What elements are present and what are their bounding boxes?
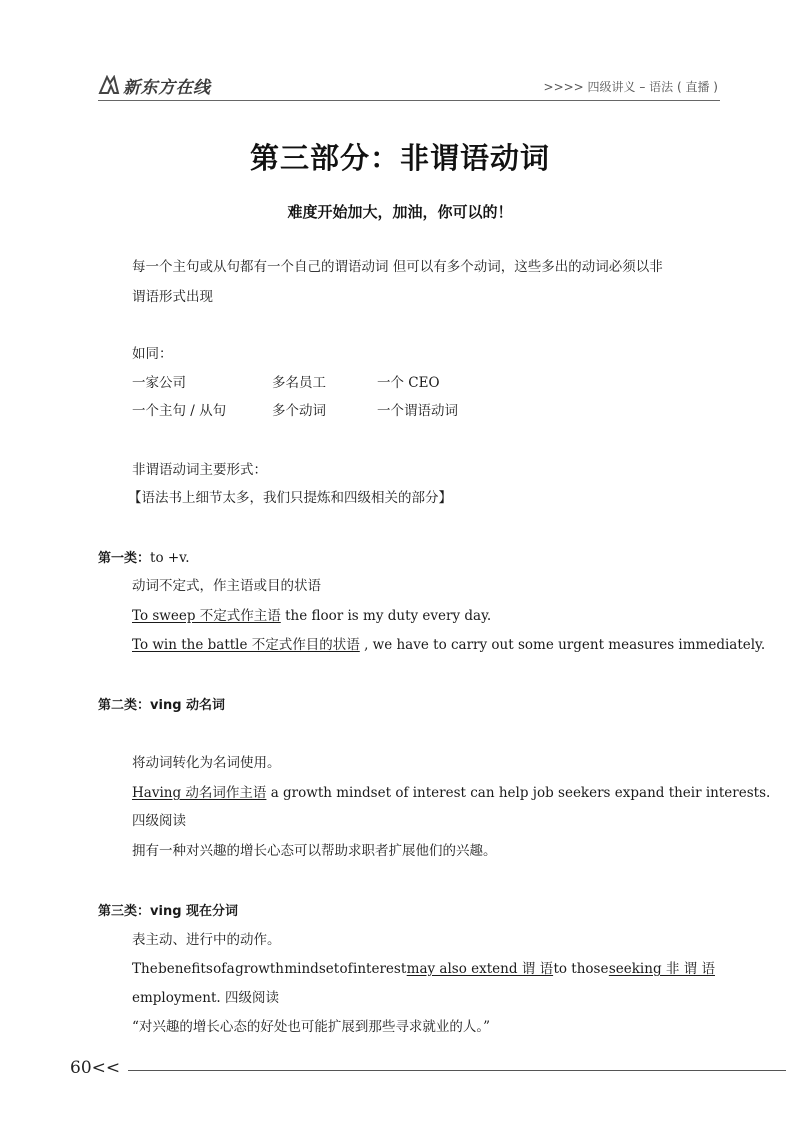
section-1-example-2 (132, 635, 765, 655)
section-2-source: 四级阅读 (132, 813, 186, 829)
example-word: of (213, 961, 227, 977)
example-cell: 一个主句 / 从句 (132, 403, 227, 419)
underlined-phrase: To win the battle 不定式作目的状语 (132, 637, 360, 653)
page-footer (70, 1058, 720, 1082)
example-rest: a growth mindset of interest can help job seekers expand their interests. (266, 785, 771, 801)
example-cell: 一个谓语动词 (377, 403, 458, 419)
section-2-heading (98, 695, 225, 716)
example-cell: 一家公司 (132, 375, 186, 391)
page-header (98, 70, 720, 104)
forms-note: 【语法书上细节太多，我们只提炼和四级相关的部分】 (128, 490, 452, 506)
section-2-example (132, 783, 770, 803)
underlined-phrase: seeking 非 谓 语 (608, 961, 715, 977)
section-heading-label: 第三类： (98, 904, 151, 919)
example-word: growth (235, 961, 284, 977)
example-rest: , we have to carry out some urgent measures immediately. (359, 637, 766, 653)
section-3-example-line-1 (132, 959, 715, 979)
example-cell: 多个动词 (272, 403, 326, 419)
section-1-example-1 (132, 606, 491, 626)
example-word: a (226, 961, 235, 977)
section-1-desc: 动词不定式，作主语或目的状语 (132, 578, 321, 594)
section-heading-label: 第二类： (98, 698, 151, 713)
underlined-phrase: may also extend 谓 语 (406, 961, 554, 977)
footer-divider (128, 1070, 786, 1071)
section-1-heading (98, 548, 190, 569)
example-word: of (339, 961, 353, 977)
intro-line-2: 谓语形式出现 (132, 289, 213, 305)
example-word: The (132, 961, 158, 977)
logo-text: 新东方在线 (123, 77, 211, 98)
section-heading-tail: ving 现在分词 (150, 904, 239, 919)
page-subtitle: 难度开始加大，加油，你可以的！ (287, 203, 513, 221)
intro-line-1: 每一个主句或从句都有一个自己的谓语动词 但可以有多个动词，这些多出的动词必须以非 (132, 259, 663, 275)
section-2-desc: 将动词转化为名词使用。 (132, 755, 281, 771)
example-word: interest (353, 961, 407, 977)
section-heading-tail: ving 动名词 (150, 698, 226, 713)
example-word: to those (553, 961, 609, 977)
example-word: mindset (284, 961, 340, 977)
page-number: 60<< (70, 1058, 121, 1078)
header-breadcrumb: >>>> 四级讲义 – 语法 ( 直播 ) (543, 80, 718, 94)
section-3-translation: “对兴趣的增长心态的好处也可能扩展到那些寻求就业的人。” (132, 1019, 491, 1035)
section-3-heading (98, 901, 238, 922)
section-2-translation: 拥有一种对兴趣的增长心态可以帮助求职者扩展他们的兴趣。 (132, 843, 497, 859)
example-rest: the floor is my duty every day. (280, 608, 492, 624)
section-heading-tail: to +v. (150, 550, 190, 566)
example-word: benefits (158, 961, 213, 977)
section-heading-label: 第一类： (98, 551, 151, 566)
example-label: 如同： (132, 346, 173, 362)
header-divider (98, 100, 720, 101)
page-title: 第三部分：非谓语动词 (249, 141, 550, 175)
forms-label: 非谓语动词主要形式： (132, 462, 267, 478)
example-cell: 多名员工 (272, 375, 326, 391)
section-3-example-line-2: employment. 四级阅读 (132, 990, 279, 1006)
logo (98, 72, 211, 98)
logo-mark-icon (98, 75, 120, 95)
example-cell: 一个 CEO (377, 375, 440, 391)
underlined-phrase: Having 动名词作主语 (132, 785, 267, 801)
underlined-phrase: To sweep 不定式作主语 (132, 608, 281, 624)
section-3-desc: 表主动、进行中的动作。 (132, 932, 281, 948)
